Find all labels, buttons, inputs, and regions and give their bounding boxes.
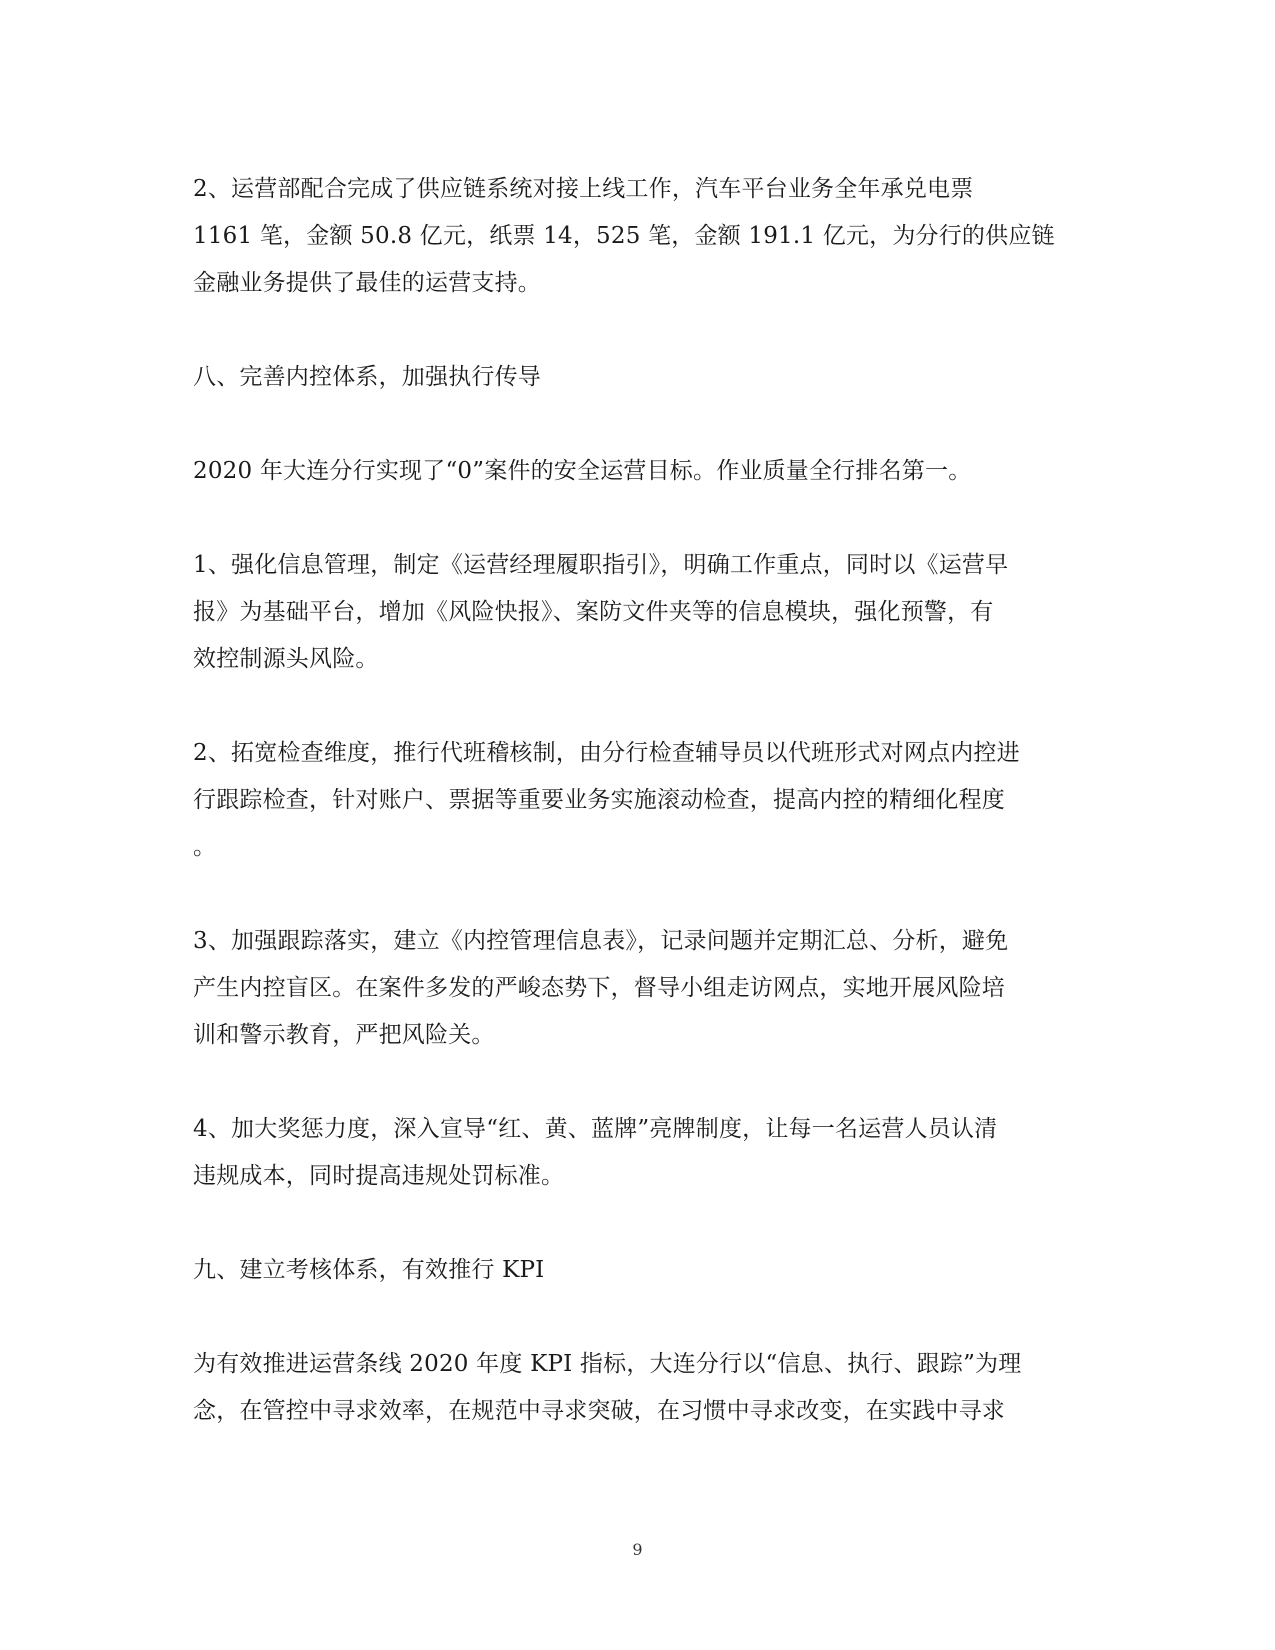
- text-line: 。: [193, 834, 217, 860]
- text-line: 行跟踪检查，针对账户、票据等重要业务实施滚动检查，提高内控的精细化程度: [193, 787, 1005, 813]
- text-line: 1、强化信息管理，制定《运营经理履职指引》，明确工作重点，同时以《运营早: [193, 552, 1009, 578]
- text-line: 报》为基础平台，增加《风险快报》、案防文件夹等的信息模块，强化预警，有: [193, 599, 994, 625]
- text-line: 4、加大奖惩力度，深入宣导“红、黄、蓝牌”亮牌制度，让每一名运营人员认清: [193, 1116, 998, 1142]
- heading-line: 八、完善内控体系，加强执行传导: [193, 364, 541, 390]
- text-line: 念，在管控中寻求效率，在规范中寻求突破，在习惯中寻求改变，在实践中寻求: [193, 1398, 1005, 1424]
- text-line: 效控制源头风险。: [193, 646, 379, 672]
- paragraph-rewards-penalties: [193, 1106, 1083, 1200]
- paragraph-tracking: [193, 918, 1083, 1059]
- section-heading-eight: [193, 354, 1083, 401]
- paragraph-inspection: [193, 730, 1083, 871]
- page-number: 9: [632, 1540, 643, 1559]
- text-line: 为有效推进运营条线 2020 年度 KPI 指标，大连分行以“信息、执行、跟踪”为理: [193, 1351, 1022, 1377]
- paragraph-supply-chain: [193, 166, 1083, 307]
- section-heading-nine: [193, 1247, 1083, 1294]
- paragraph-info-management: [193, 542, 1083, 683]
- text-line: 2、运营部配合完成了供应链系统对接上线工作，汽车平台业务全年承兑电票: [193, 176, 974, 202]
- paragraph-kpi: [193, 1341, 1083, 1435]
- text-line: 产生内控盲区。在案件多发的严峻态势下，督导小组走访网点，实地开展风险培: [193, 975, 1005, 1001]
- text-line: 3、加强跟踪落实，建立《内控管理信息表》，记录问题并定期汇总、分析，避免: [193, 928, 1009, 954]
- document-body: [193, 166, 1083, 1435]
- heading-line: 九、建立考核体系，有效推行 KPI: [193, 1257, 545, 1283]
- text-line: 金融业务提供了最佳的运营支持。: [193, 270, 541, 296]
- text-line: 2、拓宽检查维度，推行代班稽核制，由分行检查辅导员以代班形式对网点内控进: [193, 740, 1020, 766]
- text-line: 2020 年大连分行实现了“0”案件的安全运营目标。作业质量全行排名第一。: [193, 458, 972, 484]
- text-line: 违规成本，同时提高违规处罚标准。: [193, 1163, 565, 1189]
- paragraph-safety-goal: [193, 448, 1083, 495]
- text-line: 1161 笔，金额 50.8 亿元，纸票 14，525 笔，金额 191.1 亿元，为分行的供应链: [193, 223, 1055, 249]
- text-line: 训和警示教育，严把风险关。: [193, 1022, 495, 1048]
